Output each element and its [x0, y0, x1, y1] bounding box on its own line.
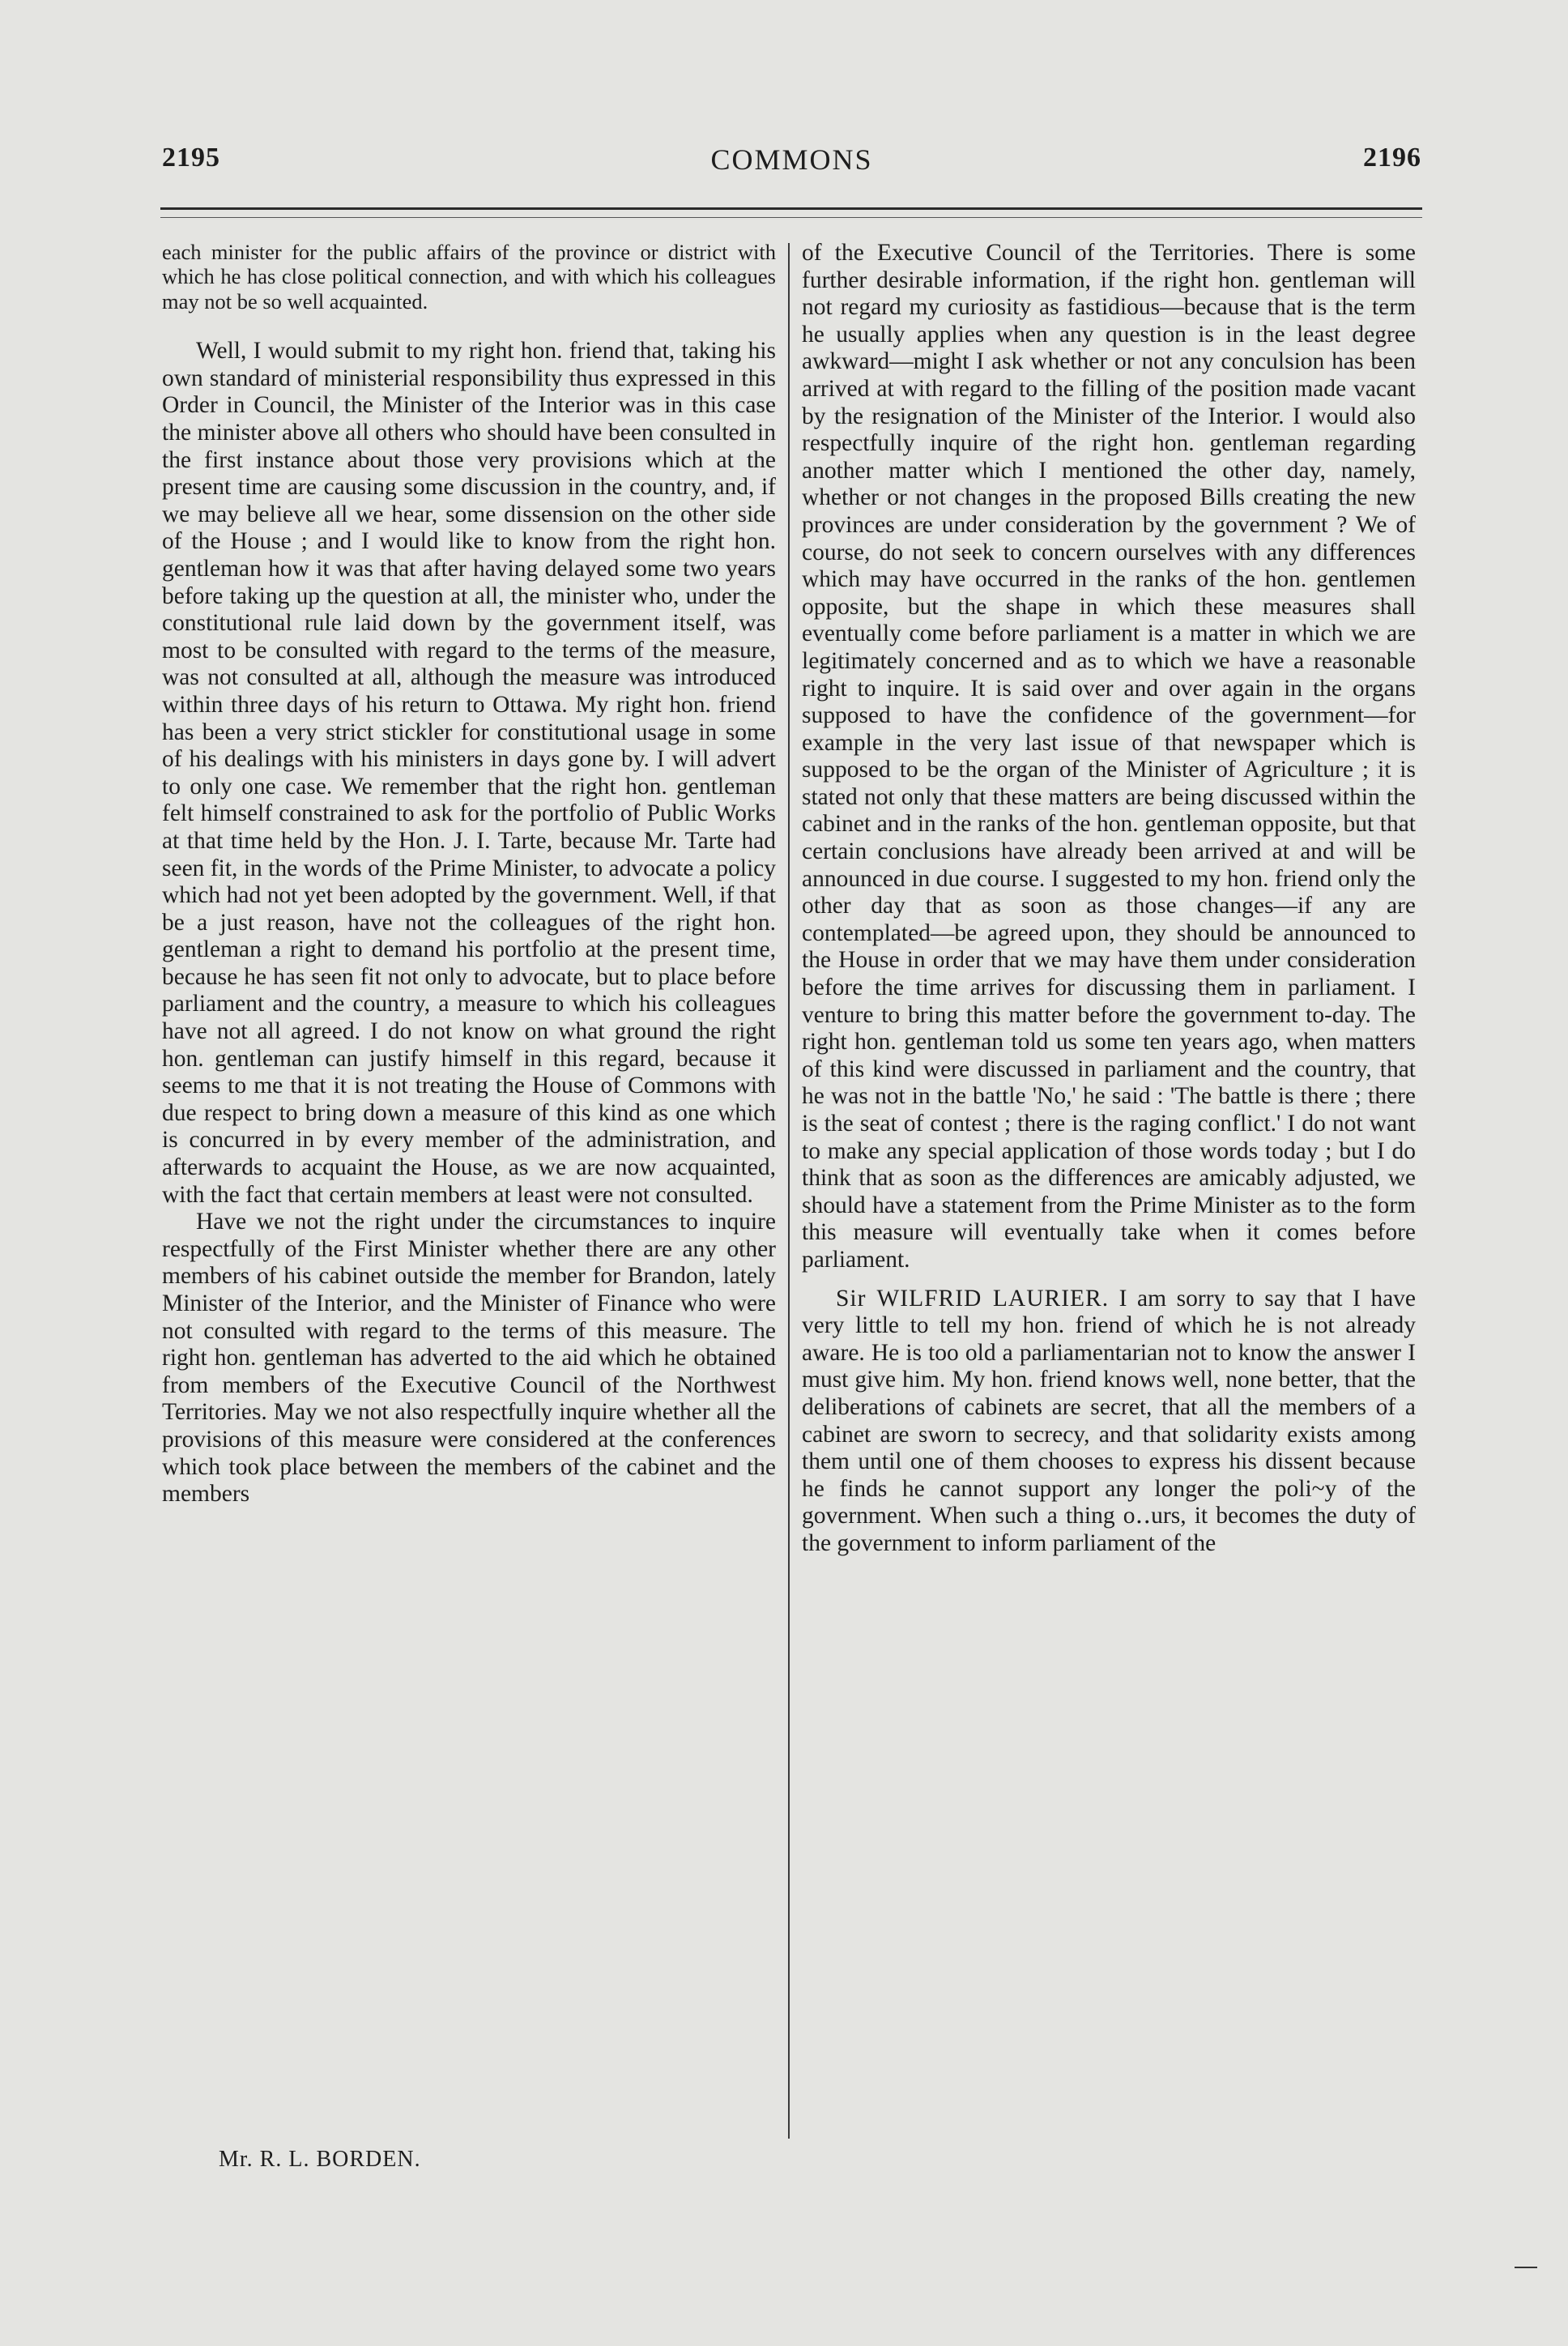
left-paragraph-2: Have we not the right under the circumstances to inquire respectfully of the First Minister whether there are any other members of his cabinet outside the member for Brandon, lately Minister of the Interior, and the Minister of Finance who were not consulted with regard to the terms of this measure. The right hon. gentleman has adverted to the aid which he obtained from members of the Executive Council of the Northwest Territories. May we not also respectfully inquire whether all the provisions of this measure were considered at the conferences which took place between the members of the cabinet and the members	[162, 1209, 776, 1508]
running-title: COMMONS	[710, 143, 873, 176]
speaker-name: Sir WILFRID LAURIER.	[836, 1285, 1110, 1312]
left-page-number: 2195	[162, 143, 220, 173]
left-column	[162, 240, 776, 1508]
right-paragraph-2	[802, 1286, 1416, 1558]
margin-mark	[1515, 2267, 1537, 2268]
header-rule-thin	[160, 217, 1422, 218]
right-paragraph-1: of the Executive Council of the Territories. There is some further desirable information, if the right hon. gentleman will not regard my curiosity as fastidious—because that is the term he usually applies when any question is in the least degree awkward—might I ask whether or not any conculsion has been arrived at with regard to the filling of the position made vacant by the resignation of the Minister of the Interior. I would also respectfully inquire of the right hon. gentleman regarding another matter which I mentioned the other day, namely, whether or not changes in the proposed Bills creating the new provinces are under consideration by the government ? We of course, do not seek to concern ourselves with any differences which may have occurred in the ranks of the hon. gentlemen opposite, but the shape in which these measures shall eventually come before parliament is a matter in which we are legitimately concerned and as to which we have a reasonable right to inquire. It is said over and over again in the organs supposed to have the confidence of the government—for example in the very last issue of that newspaper which is supposed to be the organ of the Minister of Agriculture ; it is stated not only that these matters are being discussed within the cabinet and in the ranks of the hon. gentleman opposite, but that certain conclusions have already been arrived at and will be announced in due course. I suggested to my hon. friend only the other day that as soon as those changes—if any are contemplated—be agreed upon, they should be announced to the House in order that we may have them under consideration before the time arrives for discussing them in parliament. I venture to bring this matter before the government to-day. The right hon. gentleman told us some ten years ago, when matters of this kind were discussed in parliament and the country, that he was not in the battle 'No,' he said : 'The battle is there ; there is the seat of contest ; there is the raging conflict.' I do not want to make any special application of those words today ; but I do think that as soon as the differences are amicably adjusted, we should have a statement from the Prime Minister as to the form this measure will eventually take when it comes before parliament.	[802, 240, 1416, 1273]
header-rule-thick	[160, 207, 1422, 210]
quoted-passage: each minister for the public affairs of the province or district with which he has close political connection, and with which his colleagues may not be so well acquainted.	[162, 240, 776, 314]
column-divider	[788, 243, 790, 2139]
right-page-number: 2196	[1363, 143, 1421, 173]
left-paragraph-1: Well, I would submit to my right hon. friend that, taking his own standard of ministerial responsibility thus expressed in this Order in Council, the Minister of the Interior was in this case the minister above all others who should have been consulted in the first instance about those very provisions which at the present time are causing some discussion in the country, and, if we may believe all we hear, some dissension on the other side of the House ; and I would like to know from the right hon. gentleman how it was that after having delayed some two years before taking up the question at all, the minister who, under the constitutional rule laid down by the government itself, was most to be consulted with regard to the terms of the measure, was not consulted at all, although the measure was introduced within three days of his return to Ottawa. My right hon. friend has been a very strict stickler for constitutional usage in some of his dealings with his ministers in days gone by. I will advert to only one case. We remember that the right hon. gentleman felt himself constrained to ask for the portfolio of Public Works at that time held by the Hon. J. I. Tarte, because Mr. Tarte had seen fit, in the words of the Prime Minister, to advocate a policy which had not yet been adopted by the government. Well, if that be a just reason, have not the colleagues of the right hon. gentleman a right to demand his portfolio at the present time, because he has seen fit not only to advocate, but to place before parliament and the country, a measure to which his colleagues have not all agreed. I do not know on what ground the right hon. gentleman can justify himself in this regard, because it seems to me that it is not treating the House of Commons with due respect to bring down a measure of this kind as one which is concurred in by every member of the administration, and afterwards to acquaint the House, as we are now acquainted, with the fact that certain members at least were not consulted.	[162, 338, 776, 1208]
footer-speaker-name: Mr. R. L. BORDEN.	[219, 2147, 421, 2172]
right-column	[802, 240, 1416, 1558]
right-paragraph-2-text: I am sorry to say that I have very little to tell my hon. friend of which he is not already aware. He is too old a parliamentarian not to know the answer I must give him. My hon. friend knows well, none better, that the deliberations of cabinets are secret, that all the members of a cabinet are sworn to secrecy, and that solidarity exists among them until one of them chooses to express his dissent because he finds he cannot support any longer the poli~y of the government. When such a thing o‥urs, it becomes the duty of the government to inform parliament of the	[802, 1285, 1417, 1556]
page-header	[162, 143, 1421, 183]
